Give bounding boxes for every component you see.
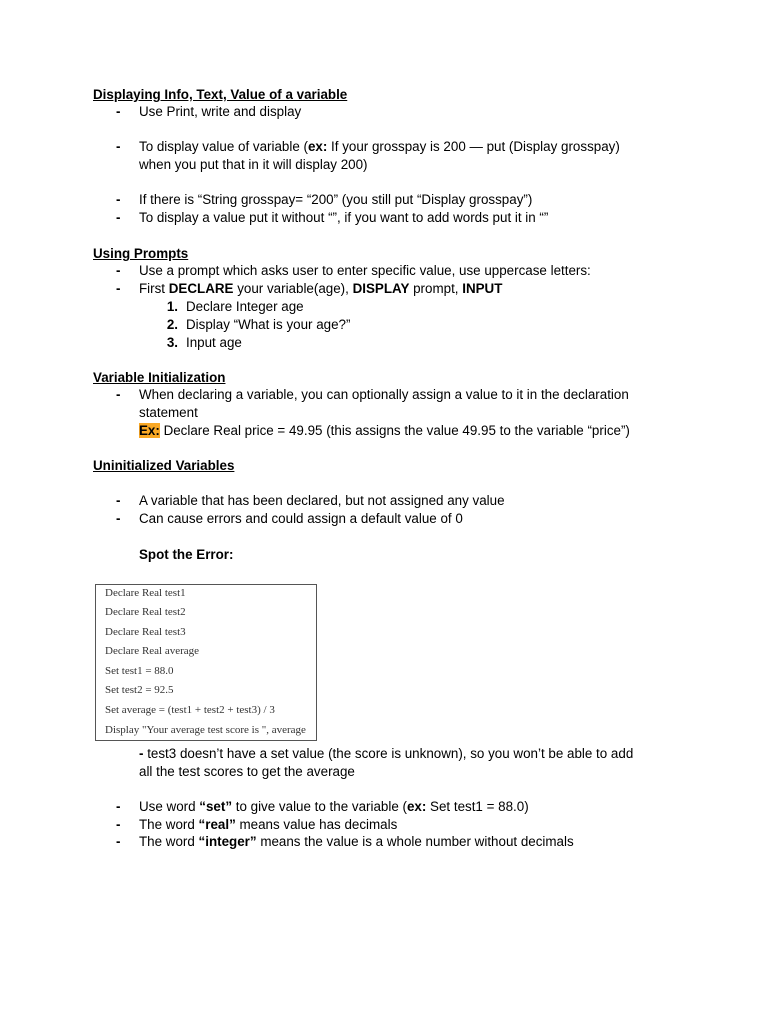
heading-using-prompts: Using Prompts <box>93 246 189 261</box>
bullet-marker: - <box>116 493 121 508</box>
heading-displaying-info: Displaying Info, Text, Value of a variable <box>93 87 348 102</box>
code-line: Set test2 = 92.5 <box>105 684 174 696</box>
bullet-text: To display a value put it without “”, if you want to add words put it in “” <box>139 210 549 225</box>
bullet-text: When declaring a variable, you can optionally assign a value to it in the declaration <box>139 387 629 402</box>
code-line: Declare Real test2 <box>105 606 186 618</box>
bullet-text: The word “real” means value has decimals <box>139 817 398 832</box>
bullet-text-continued: statement <box>139 405 198 420</box>
bullet-text: The word “integer” means the value is a whole number without decimals <box>139 834 574 849</box>
bullet-text: Use word “set” to give value to the variable (ex: Set test1 = 88.0) <box>139 799 529 814</box>
step-text: Display “What is your age?” <box>186 317 351 332</box>
bullet-text-continued: when you put that in it will display 200) <box>139 157 368 172</box>
error-explanation: - test3 doesn’t have a set value (the score is unknown), so you won’t be able to add <box>139 746 634 761</box>
example-line: Ex: Declare Real price = 49.95 (this assigns the value 49.95 to the variable “price”) <box>139 423 630 438</box>
bullet-text: Can cause errors and could assign a default value of 0 <box>139 511 463 526</box>
code-line: Display "Your average test score is ", average <box>105 724 306 736</box>
bullet-text: Use Print, write and display <box>139 104 302 119</box>
step-text: Declare Integer age <box>186 299 304 314</box>
heading-uninitialized-variables: Uninitialized Variables <box>93 458 235 473</box>
code-snippet-box <box>95 584 317 741</box>
code-line: Declare Real average <box>105 645 200 657</box>
bullet-marker: - <box>116 511 121 526</box>
spot-the-error-label: Spot the Error: <box>139 547 234 562</box>
bullet-marker: - <box>116 799 121 814</box>
bullet-marker: - <box>116 139 121 154</box>
code-line: Declare Real test3 <box>105 626 186 638</box>
bullet-text: First DECLARE your variable(age), DISPLAY prompt, INPUT <box>139 281 503 296</box>
bullet-marker: - <box>116 387 121 402</box>
step-number: 2. <box>166 317 178 332</box>
bullet-text: If there is “String grosspay= “200” (you still put “Display grosspay”) <box>139 192 533 207</box>
code-line: Set average = (test1 + test2 + test3) / 3 <box>105 704 275 716</box>
step-text: Input age <box>186 335 242 350</box>
example-highlight: Ex: <box>139 423 160 438</box>
bullet-marker: - <box>116 210 121 225</box>
heading-variable-initialization: Variable Initialization <box>93 370 226 385</box>
bullet-marker: - <box>116 263 121 278</box>
step-number: 3. <box>166 335 178 350</box>
bullet-text: Use a prompt which asks user to enter specific value, use uppercase letters: <box>139 263 591 278</box>
step-number: 1. <box>166 299 178 314</box>
bullet-marker: - <box>116 192 121 207</box>
bullet-marker: - <box>116 104 121 119</box>
bullet-text: A variable that has been declared, but not assigned any value <box>139 493 505 508</box>
bullet-text: To display value of variable (ex: If your grosspay is 200 — put (Display grosspay) <box>139 139 620 154</box>
bullet-marker: - <box>116 834 121 849</box>
code-line: Declare Real test1 <box>105 587 186 599</box>
code-line: Set test1 = 88.0 <box>105 665 174 677</box>
bullet-marker: - <box>116 817 121 832</box>
error-explanation-continued: all the test scores to get the average <box>139 764 355 779</box>
bullet-marker: - <box>116 281 121 296</box>
